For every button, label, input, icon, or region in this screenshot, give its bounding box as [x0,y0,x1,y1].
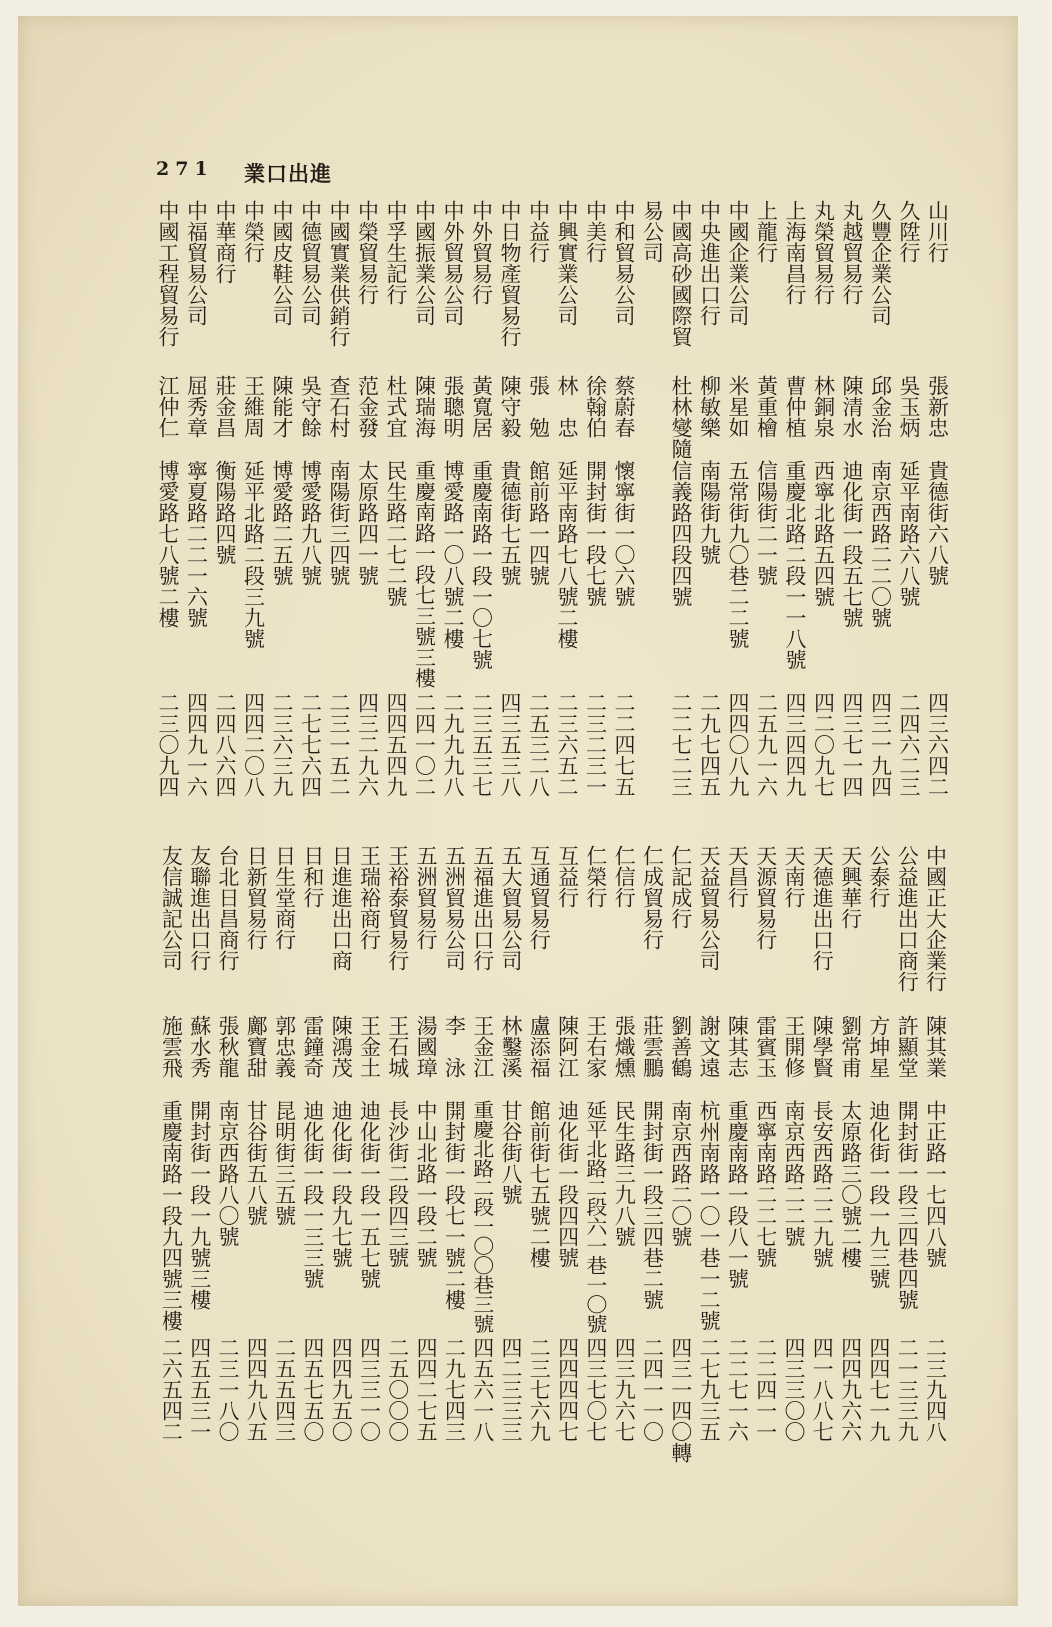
company-name: 上龍行 [754,200,779,263]
phone-number: 二六五四二 [159,1337,184,1442]
contact-person: 雷鐘奇 [300,1015,325,1078]
contact-person: 陳阿江 [555,1015,580,1078]
phone-number: 二三五三七 [469,692,494,797]
street-address: 懷寧街一〇六號 [612,460,636,607]
street-address: 長沙街二段四三號 [385,1100,410,1268]
company-name: 友聯進出口行 [187,845,212,971]
street-address: 寧夏路二二一六號 [184,460,209,628]
phone-number: 四三一四〇轉 [668,1337,693,1463]
company-name: 中國高砂國際貿 [669,200,693,347]
contact-person: 王維周 [241,375,266,438]
phone-number: 四二〇九七 [811,692,836,797]
contact-person: 張聰明 [441,375,465,438]
contact-person: 鄺寶甜 [244,1015,269,1078]
contact-person: 王右家 [583,1015,608,1078]
contact-person: 許顯堂 [895,1015,920,1078]
contact-person: 王金江 [470,1015,495,1078]
phone-number: 四三六四二 [925,692,950,797]
contact-person: 范金發 [355,375,380,438]
street-address: 西寧北路五四號 [811,460,836,607]
contact-person: 張熾燻 [612,1015,637,1078]
contact-person: 劉善鶴 [668,1015,693,1078]
contact-person: 徐翰伯 [583,375,608,438]
phone-number: 四二三三三 [499,1337,523,1442]
contact-person: 吳玉炳 [897,375,921,438]
phone-number: 二七九三五 [697,1337,722,1442]
street-address: 太原路三〇號二樓 [838,1100,863,1268]
company-name: 中孚生記行 [384,200,408,305]
contact-person: 郭忠義 [272,1015,297,1078]
company-name: 天德進出口行 [810,845,835,971]
phone-number: 四四〇八九 [726,692,750,797]
company-name: 中國振業公司 [412,200,437,326]
phone-number: 二三二三一 [583,692,608,797]
section-title: 業口出進 [244,161,332,186]
street-address: 貴德街六八號 [925,460,950,586]
street-address: 博愛路二五號 [270,460,294,586]
street-address: 延平北路二段三九號 [241,460,266,649]
contact-person: 黃重檜 [754,375,779,438]
company-name: 山川行 [925,200,950,263]
company-name: 互通貿易行 [527,845,552,950]
street-address: 重慶北路二段一一八號 [783,460,807,670]
company-name: 台北日昌商行 [216,845,240,971]
company-name: 五福進出口行 [470,845,495,971]
contact-person: 陳清水 [840,375,864,438]
street-address: 開封街一段七號 [583,460,608,607]
contact-person: 曹仲植 [783,375,807,438]
phone-number: 四五七五〇 [300,1337,325,1442]
company-name: 友信誠記公司 [159,845,184,971]
company-name: 公益進出口商行 [895,845,920,992]
contact-person: 米星如 [726,375,750,438]
phone-number: 四四九五〇 [329,1337,354,1442]
company-name: 天興華行 [838,845,863,929]
contact-person: 張秋龍 [216,1015,240,1078]
phone-number: 四四七一九 [866,1337,891,1442]
company-name: 仁信行 [612,845,637,908]
contact-person: 陳學賢 [810,1015,835,1078]
contact-person: 莊雲鵬 [640,1015,665,1078]
company-name: 仁記成行 [668,845,693,929]
street-address: 昆明街三五號 [272,1100,297,1226]
company-name: 仁榮行 [583,845,608,908]
company-name: 互益行 [555,845,580,908]
street-address: 南陽街三四號 [327,460,351,586]
contact-person: 湯國璋 [414,1015,439,1078]
phone-number: 四三四四九 [783,692,807,797]
phone-number: 四四九六六 [838,1337,863,1442]
street-address: 開封街一段一九號三樓 [187,1100,212,1310]
contact-person: 林銅泉 [811,375,836,438]
company-name: 日新貿易行 [244,845,269,950]
phone-number: 二五九一六 [754,692,779,797]
street-address: 延平南路七八號二樓 [555,460,579,649]
contact-person: 蘇水秀 [187,1015,212,1078]
street-address: 重慶南路一段一〇七號 [469,460,494,670]
contact-person: 江仲仁 [156,375,180,438]
street-address: 中正路一七四八號 [923,1100,948,1268]
company-name: 中國工程貿易行 [156,200,180,347]
phone-number: 二三六三九 [270,692,294,797]
company-name: 丸榮貿易行 [811,200,836,305]
contact-person: 杜式宜 [384,375,408,438]
company-name: 中國皮鞋公司 [270,200,294,326]
contact-person: 王開修 [782,1015,806,1078]
street-address: 衡陽路四號 [213,460,237,565]
contact-person: 方坤星 [866,1015,891,1078]
company-name: 中央進出口行 [697,200,722,326]
contact-person: 陳其志 [725,1015,750,1078]
street-address: 民生路三九八號 [612,1100,637,1247]
phone-number: 四三三一〇 [357,1337,382,1442]
company-name: 王裕泰貿易行 [385,845,410,971]
contact-person: 張 勉 [526,375,551,438]
company-name: 易公司 [640,200,665,263]
company-name: 王瑞裕商行 [357,845,382,950]
contact-person: 查石村 [327,375,351,438]
contact-person: 杜林燮隨 [669,375,693,459]
phone-number: 四四四四七 [555,1337,580,1442]
company-name: 中美行 [583,200,608,263]
company-name: 仁成貿易行 [640,845,665,950]
street-address: 信義路四段四號 [669,460,693,607]
street-address: 迪化街一段一三三號 [300,1100,325,1289]
company-name: 中福貿易公司 [184,200,209,326]
phone-number: 四三七一四 [840,692,864,797]
street-address: 重慶北路二段一〇〇巷三號 [470,1100,495,1334]
street-address: 重慶南路一段七三號三樓 [412,460,437,688]
company-name: 中益行 [526,200,551,263]
phone-number: 二二四七五 [612,692,636,797]
company-name: 久豐企業公司 [868,200,893,326]
contact-person: 林鑿溪 [499,1015,523,1078]
company-name: 中外貿易公司 [441,200,465,326]
street-address: 延平南路六八號 [897,460,921,607]
street-address: 開封街一段三四巷二號 [640,1100,665,1310]
street-address: 開封街一段七一號二樓 [442,1100,467,1310]
company-name: 上海南昌行 [783,200,807,305]
street-address: 迪化街一段五七號 [840,460,864,628]
street-address: 甘谷街五八號 [244,1100,269,1226]
phone-number: 四四二〇八 [241,692,266,797]
company-name: 中外貿易行 [469,200,494,305]
contact-person: 謝文遠 [697,1015,722,1078]
company-name: 天昌行 [725,845,750,908]
street-address: 太原路四一號 [355,460,380,586]
street-address: 迪化街一段九七號 [329,1100,354,1268]
street-address: 長安西路二二九號 [810,1100,835,1268]
phone-number: 二九七四五 [697,692,722,797]
contact-person: 陳鴻茂 [329,1015,354,1078]
phone-number: 二五〇〇〇 [385,1337,410,1442]
company-name: 中國實業供銷行 [327,200,351,347]
company-name: 中德貿易公司 [298,200,323,326]
street-address: 重慶南路一段八一號 [725,1100,750,1289]
page-number: 271 [156,158,214,180]
phone-number: 二四八六四 [213,692,237,797]
phone-number: 四四二七五 [414,1337,439,1442]
contact-person: 陳能才 [270,375,294,438]
street-address: 延平北路二段六一巷一〇號 [583,1100,608,1334]
street-address: 迪化街一段一五七號 [357,1100,382,1289]
phone-number: 四三二九六 [355,692,380,797]
street-address: 開封街一段三四巷四號 [895,1100,920,1310]
street-address: 南京西路八〇號 [216,1100,240,1247]
contact-person: 陳守毅 [498,375,522,438]
phone-number: 二四一〇二 [412,692,437,797]
company-name: 五洲貿易公司 [442,845,467,971]
company-name: 日進進出口商 [329,845,354,971]
contact-person: 蔡蔚春 [612,375,636,438]
phone-number: 二五三二八 [526,692,551,797]
company-name: 天益貿易公司 [697,845,722,971]
street-address: 迪化街一段四四號 [555,1100,580,1268]
company-name: 天南行 [782,845,806,908]
street-address: 貴德街七五號 [498,460,522,586]
phone-number: 二九九九八 [441,692,465,797]
contact-person: 李 泳 [442,1015,467,1078]
phone-number: 四五六一八 [470,1337,495,1442]
street-address: 南京西路二二號 [782,1100,806,1247]
phone-number: 二三七六九 [527,1337,552,1442]
street-address: 南京西路二二〇號 [868,460,893,628]
company-name: 日和行 [300,845,325,908]
contact-person: 邱金治 [868,375,893,438]
phone-number: 四三九六七 [612,1337,637,1442]
company-name: 中國企業公司 [726,200,750,326]
street-address: 甘谷街八號 [499,1100,523,1205]
street-address: 博愛路九八號 [298,460,323,586]
company-name: 中日物產貿易行 [498,200,522,347]
phone-number: 二二七二三 [669,692,693,797]
phone-number: 四四九八五 [244,1337,269,1442]
street-address: 杭州南路一〇一巷一二號 [697,1100,722,1331]
company-name: 五大貿易公司 [499,845,523,971]
contact-person: 柳敏樂 [697,375,722,438]
phone-number: 四三五三八 [498,692,522,797]
street-address: 博愛路一〇八號二樓 [441,460,465,649]
street-address: 西寧南路二二七號 [753,1100,778,1268]
street-address: 中山北路一段二號 [414,1100,439,1268]
company-name: 中興實業公司 [555,200,579,326]
company-name: 五洲貿易行 [414,845,439,950]
phone-number: 四三七〇七 [583,1337,608,1442]
street-address: 重慶南路一段九四號三樓 [159,1100,184,1331]
contact-person: 陳其業 [923,1015,948,1078]
phone-number: 二二七一六 [725,1337,750,1442]
contact-person: 盧添福 [527,1015,552,1078]
street-address: 館前路一四號 [526,460,551,586]
company-name: 公泰行 [866,845,891,908]
street-address: 迪化街一段一九三號 [866,1100,891,1289]
phone-number: 二三六五二 [555,692,579,797]
contact-person: 莊金昌 [213,375,237,438]
company-name: 丸越貿易行 [840,200,864,305]
phone-number: 四五五三一 [187,1337,212,1442]
phone-number: 四四九一六 [184,692,209,797]
company-name: 中和貿易公司 [612,200,636,326]
street-address: 民生路二七二號 [384,460,408,607]
contact-person: 王石城 [385,1015,410,1078]
phone-number: 二一三三九 [895,1337,920,1442]
phone-number: 二三〇九四 [156,692,180,797]
street-address: 南京西路二〇號 [668,1100,693,1247]
street-address: 南陽街九號 [697,460,722,565]
contact-person: 吳守餘 [298,375,323,438]
contact-person: 陳瑞海 [412,375,437,438]
phone-number: 二二四一一 [753,1337,778,1442]
phone-number: 四三三〇〇 [782,1337,806,1442]
contact-person: 張新忠 [925,375,950,438]
company-name: 中華商行 [213,200,237,284]
phone-number: 二三九四八 [923,1337,948,1442]
phone-number: 二三一五二 [327,692,351,797]
contact-person: 劉常甫 [838,1015,863,1078]
phone-number: 二九七四三 [442,1337,467,1442]
company-name: 日生堂商行 [272,845,297,950]
street-address: 館前街七五號二樓 [527,1100,552,1268]
street-address: 五常街九〇巷二二號 [726,460,750,649]
contact-person: 林 忠 [555,375,579,438]
contact-person: 黃寬居 [469,375,494,438]
company-name: 久陞行 [897,200,921,263]
phone-number: 四一八八七 [810,1337,835,1442]
street-address: 信陽街二一號 [754,460,779,586]
contact-person: 施雲飛 [159,1015,184,1078]
phone-number: 四三一九四 [868,692,893,797]
phone-number: 二三一八〇 [216,1337,240,1442]
company-name: 天源貿易行 [753,845,778,950]
contact-person: 王金土 [357,1015,382,1078]
contact-person: 屈秀章 [184,375,209,438]
contact-person: 雷賓玉 [753,1015,778,1078]
phone-number: 二四一一〇 [640,1337,665,1442]
company-name: 中榮行 [241,200,266,263]
phone-number: 四四五四九 [384,692,408,797]
phone-number: 二四六二三 [897,692,921,797]
phone-number: 二五五四三 [272,1337,297,1442]
company-name: 中榮貿易行 [355,200,380,305]
phone-number: 二七七六四 [298,692,323,797]
street-address: 博愛路七八號二樓 [156,460,180,628]
company-name: 中國正大企業行 [923,845,948,992]
